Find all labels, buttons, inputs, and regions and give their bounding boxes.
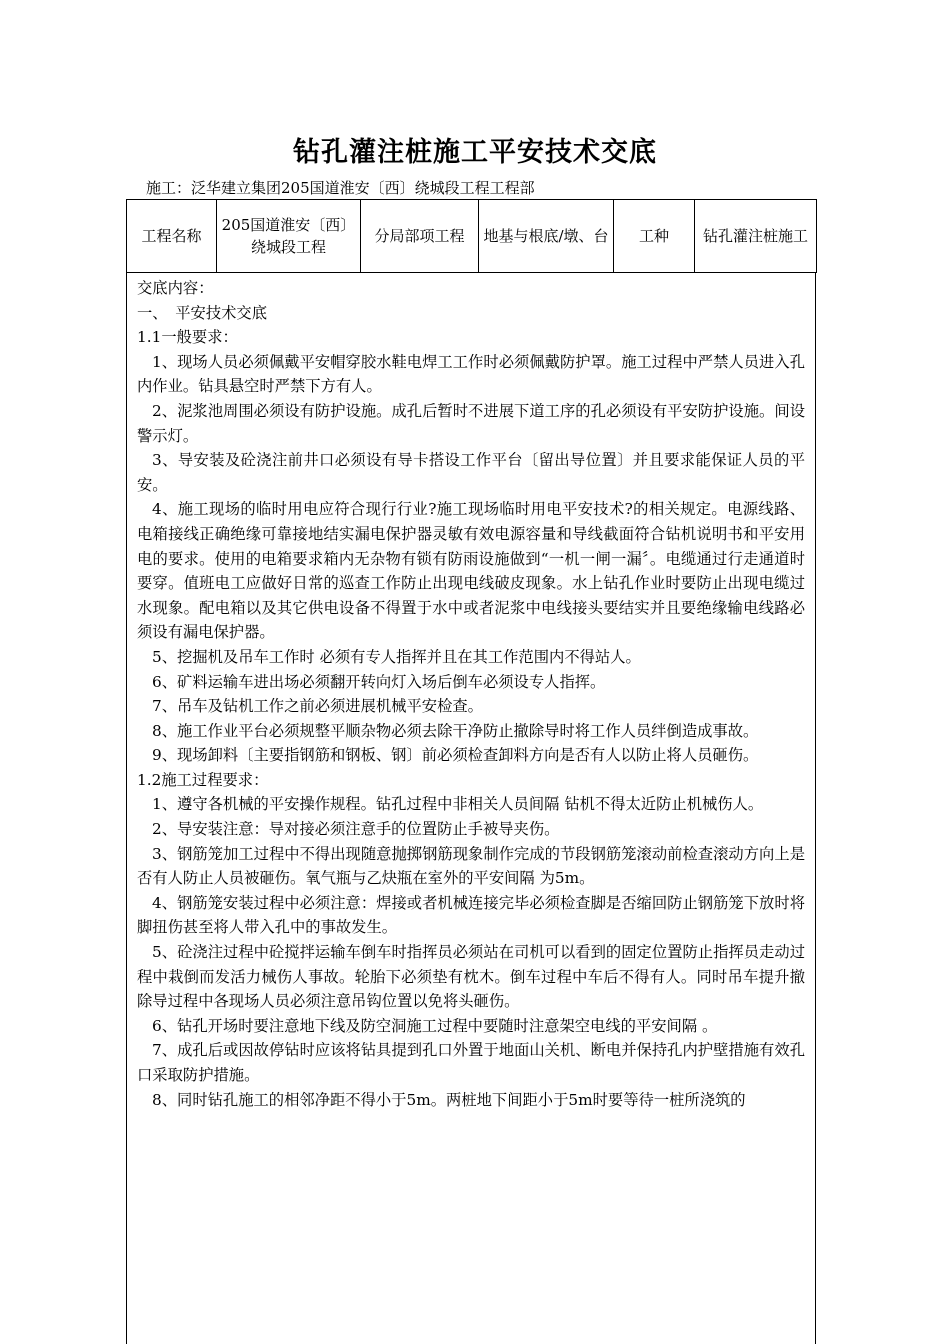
- requirement-item: 7、吊车及钻机工作之前必须进展机械平安检查。: [152, 697, 483, 716]
- document-title: 钻孔灌注桩施工平安技术交底: [293, 137, 657, 168]
- requirement-item: 4、施工现场的临时用电应符合现行行业?施工现场临时用电平安技术?的相关规定。电源线路、电箱接线正确绝缘可靠接地结实漏电保护器灵敏有效电源容量和导线截面符合钻机说明书和平安用电的要求。使用的电箱要求箱内无杂物有锁有防雨设施做到“一机一闸一漏〞。电缆通过行走通道时要穿。值班电工应做好日常的巡查工作防止出现电线破皮现象。水上钻孔作业时要防止出现电缆过水现象。配电箱以及其它供电设备不得置于水中或者泥浆中电线接头要结实并且要绝缘输电线路必须设有漏电保护器。: [137, 500, 805, 642]
- project-name-value: 205国道淮安〔西〕绕城段工程: [217, 200, 361, 273]
- project-info-table: [126, 199, 817, 273]
- requirement-item: 1、现场人员必须佩戴平安帽穿胶水鞋电焊工工作时必须佩戴防护罩。施工过程中严禁人员进入孔内作业。钻具悬空时严禁下方有人。: [137, 352, 805, 396]
- process-item: 7、成孔后或因故停钻时应该将钻具提到孔口外置于地面山关机、断电并保持孔内护壁措施有效孔口采取防护措施。: [137, 1041, 805, 1084]
- requirement-item: 5、挖掘机及吊车工作时 必须有专人指挥并且在其工作范围内不得站人。: [152, 647, 641, 666]
- process-item: 4、钢筋笼安装过程中必须注意：焊接或者机械连接完毕必须检查脚是否缩回防止钢筋笼下放时将脚扭伤甚至将人带入孔中的事故发生。: [137, 893, 805, 937]
- process-item: 1、遵守各机械的平安操作规程。钻孔过程中非相关人员间隔 钻机不得太近防止机械伤人。: [152, 795, 764, 814]
- requirement-item: 9、现场卸料〔主要指钢筋和钢板、钢〕前必须检查卸料方向是否有人以防止将人员砸伤。: [152, 746, 759, 765]
- sub-project-value: 地基与根底/墩、台: [479, 200, 614, 273]
- briefing-content: [126, 273, 816, 1344]
- requirement-item: 8、施工作业平台必须规整平顺杂物必须去除干净防止撤除导时将工作人员绊倒造成事故。: [152, 721, 759, 740]
- process-item: 6、钻孔开场时要注意地下线及防空洞施工过程中要随时注意架空电线的平安间隔 。: [152, 1016, 718, 1035]
- subsection-heading: 1.2施工过程要求：: [137, 770, 269, 789]
- sub-project-label: 分局部项工程: [361, 200, 479, 273]
- process-item: 3、钢筋笼加工过程中不得出现随意抛掷钢筋现象制作完成的节段钢筋笼滚动前检查滚动方向上是否有人防止人员被砸伤。氧气瓶与乙炔瓶在室外的平安间隔 为5m。: [137, 844, 805, 888]
- process-item: 8、同时钻孔施工的相邻净距不得小于5m。两桩地下间距小于5m时要等待一桩所浇筑的: [152, 1090, 746, 1109]
- construction-unit: 施工：泛华建立集团205国道淮安〔西〕绕城段工程工程部: [146, 179, 535, 197]
- requirement-item: 3、导安装及砼浇注前井口必须设有导卡搭设工作平台〔留出导位置〕并且要求能保证人员的平安。: [137, 451, 805, 494]
- content-heading: 交底内容：: [137, 279, 214, 297]
- requirement-item: 2、泥浆池周围必须设有防护设施。成孔后暂时不进展下道工序的孔必须设有平安防护设施。间设警示灯。: [137, 401, 805, 445]
- project-info-row: [127, 200, 817, 273]
- subsection-heading: 1.1一般要求：: [137, 328, 238, 347]
- work-type-value: 钻孔灌注桩施工: [695, 200, 817, 273]
- project-name-label: 工程名称: [127, 200, 217, 273]
- process-item: 2、导安装注意：导对接必须注意手的位置防止手被导夹伤。: [152, 820, 560, 839]
- work-type-label: 工种: [614, 200, 695, 273]
- process-item: 5、砼浇注过程中砼搅拌运输车倒车时指挥员必须站在司机可以看到的固定位置防止指挥员走动过程中栽倒而发活力械伤人事故。轮胎下必须垫有枕木。倒车过程中车后不得有人。同时吊车提升撤除导过程中各现场人员必须注意吊钩位置以免将头砸伤。: [137, 943, 805, 1011]
- requirement-item: 6、矿料运输车进出场必须翻开转向灯入场后倒车必须设专人指挥。: [152, 672, 606, 691]
- section-heading: 一、 平安技术交底: [137, 303, 268, 322]
